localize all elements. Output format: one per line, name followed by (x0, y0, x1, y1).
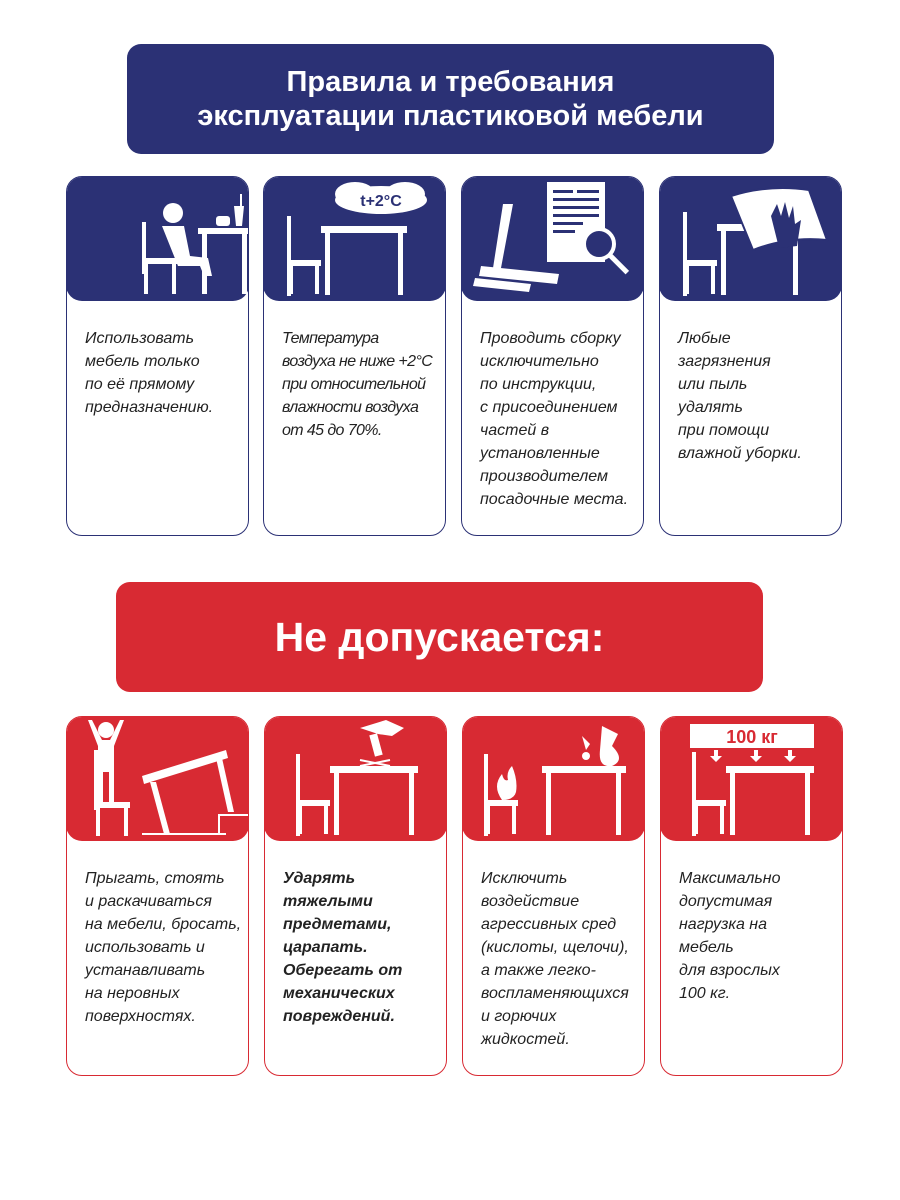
weight-badge: 100 кг (726, 727, 778, 747)
forbidden-card-chemicals (462, 716, 645, 1076)
wet-cleaning-icon (659, 176, 842, 301)
rule-text-assembly: Проводить сборку исключительно по инструкции, с присоединением частей в установленные производителем посадочные места. (480, 330, 629, 508)
forbidden-title: Не допускается: (274, 613, 605, 660)
jumping-person-icon (66, 716, 249, 841)
hammer-icon (264, 716, 447, 841)
sitting-person-icon (66, 176, 249, 301)
rules-title-banner (127, 44, 774, 154)
rules-title-line1: Правила и требования (286, 66, 615, 98)
rules-title-line2: эксплуатации пластиковой мебели (197, 100, 704, 132)
instruction-icon (461, 176, 644, 301)
forbidden-title-banner (116, 582, 763, 692)
forbidden-card-jumping (66, 716, 249, 1076)
forbidden-text-chemicals: Исключить воздействие агрессивных сред (кислоты, щелочи), а также легко- воспламеняющихся и горючих жидкостей. (481, 870, 629, 1048)
forbidden-text-jumping: Прыгать, стоять и раскачиваться на мебели, бросать, использовать и устанавливать на неровных поверхностях. (85, 870, 242, 1025)
rule-text-purpose: Использовать мебель только по её прямому предназначению. (85, 330, 214, 416)
temperature-badge: t+2°C (360, 193, 402, 210)
rule-card-temperature (263, 176, 446, 536)
rule-text-cleaning: Любые загрязнения или пыль удалять при помощи влажной уборки. (678, 330, 802, 462)
weight-limit-icon (660, 716, 843, 841)
forbidden-text-hitting: Ударять тяжелыми предметами, царапать. Оберегать от механических повреждений. (283, 870, 403, 1025)
forbidden-text-weight: Максимально допустимая нагрузка на мебель для взрослых 100 кг. (679, 870, 781, 1002)
forbidden-card-weight (660, 716, 843, 1076)
rule-card-purpose (66, 176, 249, 536)
temperature-icon (263, 176, 446, 301)
rule-card-assembly (461, 176, 644, 536)
forbidden-card-hitting (264, 716, 447, 1076)
rule-text-temperature: Температура воздуха не ниже +2°C при относительной влажности воздуха от 45 до 70%. (282, 330, 433, 439)
rule-card-cleaning (659, 176, 842, 536)
fire-chemical-icon (462, 716, 645, 841)
